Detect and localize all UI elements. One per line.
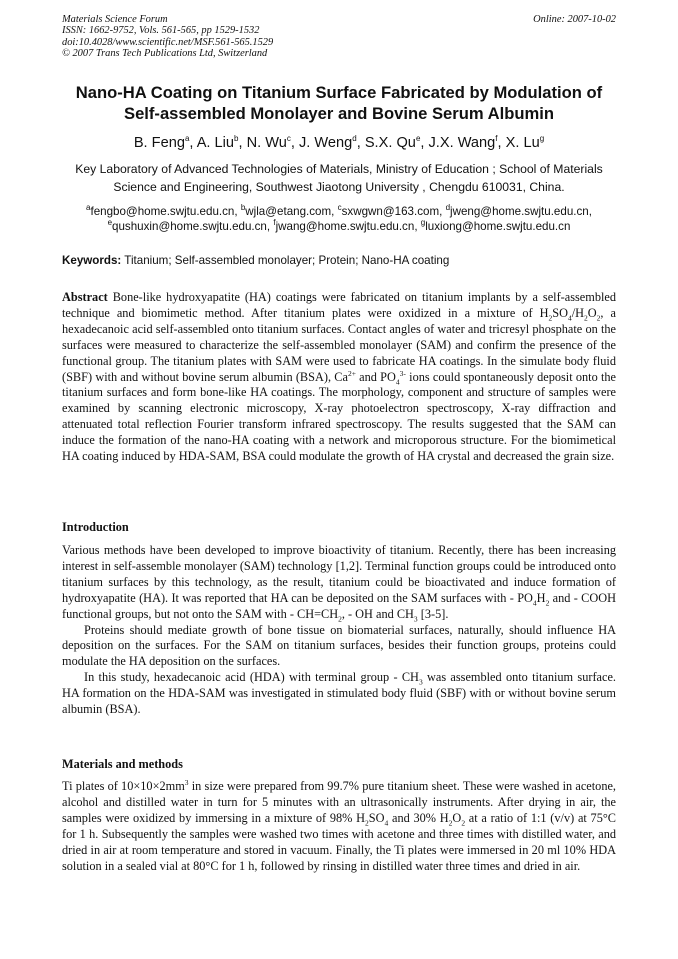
subscript: 2 bbox=[338, 614, 342, 624]
author-separator: , bbox=[189, 135, 197, 151]
subscript: 4 bbox=[567, 313, 572, 323]
text-run: Bone-like hydroxyapatite (HA) coatings were fabricated on titanium implants by a self-assembled technique and biomimetic method. After titanium plates were oxidized in a mixture of H bbox=[62, 290, 616, 320]
text-run: O bbox=[587, 305, 597, 320]
author-separator: , bbox=[238, 135, 247, 151]
email-separator: , bbox=[439, 205, 446, 218]
author-affil-mark: a bbox=[184, 134, 190, 144]
author-affil-mark: b bbox=[234, 134, 239, 144]
subscript: 2 bbox=[548, 313, 553, 323]
methods-body bbox=[62, 779, 616, 874]
text-run: SO bbox=[552, 305, 568, 320]
subscript: 2 bbox=[596, 313, 601, 323]
email-mark: f bbox=[273, 218, 276, 228]
author-name: S.X. Qu bbox=[364, 135, 416, 151]
author-name: J. Weng bbox=[298, 135, 353, 151]
author-name: X. Lu bbox=[505, 135, 540, 151]
subscript: 2 bbox=[545, 598, 550, 608]
email-separator: , bbox=[588, 205, 592, 218]
author-affil-mark: e bbox=[415, 134, 421, 144]
author-name: A. Liu bbox=[196, 135, 235, 151]
author-name: N. Wu bbox=[246, 135, 287, 151]
keywords bbox=[62, 254, 616, 268]
affiliation bbox=[40, 160, 638, 196]
email-address: jwang@home.swjtu.edu.cn bbox=[275, 220, 415, 233]
title-line-2: Self-assembled Monolayer and Bovine Serum Albumin bbox=[124, 104, 554, 123]
author-name: J.X. Wang bbox=[428, 135, 496, 151]
subscript: 2 bbox=[448, 818, 453, 828]
email-line-1 bbox=[40, 204, 638, 219]
email-mark: g bbox=[420, 218, 426, 228]
text-run: and PO bbox=[355, 369, 396, 384]
subscript: 2 bbox=[461, 818, 466, 828]
intro-paragraph-1 bbox=[62, 543, 616, 623]
email-mark: b bbox=[240, 203, 246, 213]
methods-paragraph-1 bbox=[62, 779, 616, 874]
email-separator: , bbox=[414, 220, 421, 233]
text-run: In this study, hexadecanoic acid (HDA) with terminal group - CH bbox=[84, 670, 419, 685]
email-mark: d bbox=[445, 203, 451, 213]
superscript: 3 bbox=[184, 777, 189, 787]
author-affil-mark: c bbox=[286, 134, 291, 144]
publication-header bbox=[62, 14, 616, 60]
superscript: 2+ bbox=[347, 368, 356, 378]
subscript: 3 bbox=[413, 614, 418, 624]
introduction-body bbox=[62, 543, 616, 718]
email-separator: , bbox=[266, 220, 274, 233]
text-run: [3-5]. bbox=[417, 606, 449, 621]
email-separator: , bbox=[331, 205, 338, 218]
email-address: fengbo@home.swjtu.edu.cn bbox=[90, 205, 235, 218]
email-line-2 bbox=[40, 219, 638, 234]
email-mark: c bbox=[337, 203, 342, 213]
text-run: and 30% H bbox=[388, 810, 449, 825]
keywords-label: Keywords: bbox=[62, 254, 122, 267]
paper-title bbox=[40, 82, 638, 124]
subscript: 2 bbox=[365, 818, 369, 828]
text-run: at a ratio of 1:1 (v/v) at 75°C for 1 h. Subsequently the samples were washed two times with acetone and three times with distilled water, and dried in air at room temperature and stored in vacuum. Finally, the Ti plates were immersed in 20 ml 10% HDA solution in a sealed vial at 80°C for 1 h, followed by rinsing in distilled water three times and dried in air. bbox=[62, 810, 616, 873]
keywords-text: Titanium; Self-assembled monolayer; Protein; Nano-HA coating bbox=[124, 254, 450, 267]
subscript: 4 bbox=[384, 818, 389, 828]
author-separator: , bbox=[356, 135, 365, 151]
author-separator: , bbox=[497, 135, 506, 151]
author-affil-mark: d bbox=[352, 134, 357, 144]
author-list bbox=[40, 134, 638, 152]
section-heading-methods: Materials and methods bbox=[62, 757, 183, 771]
email-address: jweng@home.swjtu.edu.cn bbox=[450, 205, 589, 218]
doi-line: doi:10.4028/www.scientific.net/MSF.561-565.1529 bbox=[62, 36, 274, 48]
email-separator: , bbox=[234, 205, 241, 218]
text-run: in size were prepared from 99.7% pure titanium sheet. These were washed in acetone, alcohol and distilled water in turn for 5 minutes with an ultrasonically instruments. After drying in air, the samples were oxidized by immersing in a mixture of 98% H bbox=[62, 779, 616, 825]
copyright-line: © 2007 Trans Tech Publications Ltd, Switzerland bbox=[62, 48, 268, 60]
text-run: Various methods have been developed to improve bioactivity of titanium. Recently, there has been increasing interest in self-assemble monolayer (SAM) technology [1,2]. Terminal function groups could be introduced onto titanium surfaces by this technology, as the result, titanium could be bioactivated and induce formation of hydroxyapatite (HA). It was reported that HA can be deposited on the SAM surfaces with - PO bbox=[62, 543, 616, 605]
title-line-1: Nano-HA Coating on Titanium Surface Fabricated by Modulation of bbox=[75, 83, 603, 102]
email-address: sxwgwn@163.com bbox=[341, 205, 440, 218]
abstract bbox=[62, 290, 616, 465]
text-run: ions could spontaneously deposit onto the titanium surfaces and form bone-like HA coatings. The morphology, component and structure of samples were examined by scanning electronic microscopy, X-ray photoelectron spectroscopy, X-ray diffraction and attenuated total reflection Fourier transform infrared spectroscopy. The results suggested that the SAM can induce the formation of the nano-HA coating with a network and microporous structure. For the biomimetical HA coating induced by HDA-SAM, BSA could modulate the growth of HA crystal and decreased the grain size. bbox=[62, 369, 616, 464]
subscript: 4 bbox=[532, 598, 537, 608]
text-run: SO bbox=[368, 810, 385, 825]
text-run: and - COOH functional groups, but not onto the SAM with - CH=CH bbox=[62, 590, 616, 621]
affiliation-line-2: Science and Engineering, Southwest Jiaotong University , Chengdu 610031, China. bbox=[113, 180, 565, 194]
issn-line: ISSN: 1662-9752, Vols. 561-565, pp 1529-1532 bbox=[62, 25, 260, 37]
subscript: 3 bbox=[418, 677, 423, 687]
author-separator: , bbox=[420, 135, 429, 151]
email-address: wjla@etang.com bbox=[245, 205, 332, 218]
superscript: 3- bbox=[399, 368, 406, 378]
text-run: /H bbox=[571, 305, 585, 320]
text-run: , a hexadecanoic acid self-assembled onto titanium surfaces. Contact angles of water and tricresyl phosphate on the surfaces were measured to characterize the self-assembled monolayer (SAM) and confirm the presence of the functional group. The titanium plates with SAM were used to fabricate HA coatings. In the simulate body fluid (SBF) with and without bovine serum albumin (BSA), Ca bbox=[62, 305, 616, 384]
intro-paragraph-2: Proteins should mediate growth of bone tissue on biomaterial surfaces, naturally, should influence HA deposition on the surfaces. For the SAM on titanium surfaces, besides their function groups, proteins could modulate the HA deposition on the surfaces. bbox=[62, 622, 616, 669]
online-date: Online: 2007-10-02 bbox=[533, 14, 616, 25]
author-affil-mark: f bbox=[495, 134, 498, 144]
email-address: luxiong@home.swjtu.edu.cn bbox=[425, 220, 571, 233]
affiliation-line-1: Key Laboratory of Advanced Technologies of Materials, Ministry of Education ; School of Materials bbox=[75, 162, 603, 176]
intro-paragraph-3 bbox=[62, 670, 616, 718]
email-list bbox=[40, 204, 638, 234]
abstract-paragraph bbox=[62, 290, 616, 465]
journal-name: Materials Science Forum bbox=[62, 14, 168, 25]
text-run: H bbox=[536, 590, 546, 605]
section-heading-introduction: Introduction bbox=[62, 520, 129, 534]
text-run: Ti plates of 10×10×2mm bbox=[62, 779, 185, 793]
abstract-label: Abstract bbox=[62, 290, 108, 304]
subscript: 4 bbox=[395, 376, 400, 386]
subscript: 2 bbox=[584, 313, 588, 323]
text-run: , - OH and CH bbox=[341, 606, 414, 621]
email-mark: a bbox=[86, 203, 91, 213]
text-run: O bbox=[452, 810, 462, 825]
author-separator: , bbox=[290, 135, 299, 151]
author-name: B. Feng bbox=[133, 135, 185, 151]
email-mark: e bbox=[107, 218, 113, 228]
email-address: qushuxin@home.swjtu.edu.cn bbox=[112, 220, 267, 233]
text-run: was assembled onto titanium surface. HA formation on the HDA-SAM was investigated in stimulated body fluid (SBF) with or without bovine serum albumin (BSA). bbox=[62, 670, 616, 717]
author-affil-mark: g bbox=[539, 134, 545, 144]
